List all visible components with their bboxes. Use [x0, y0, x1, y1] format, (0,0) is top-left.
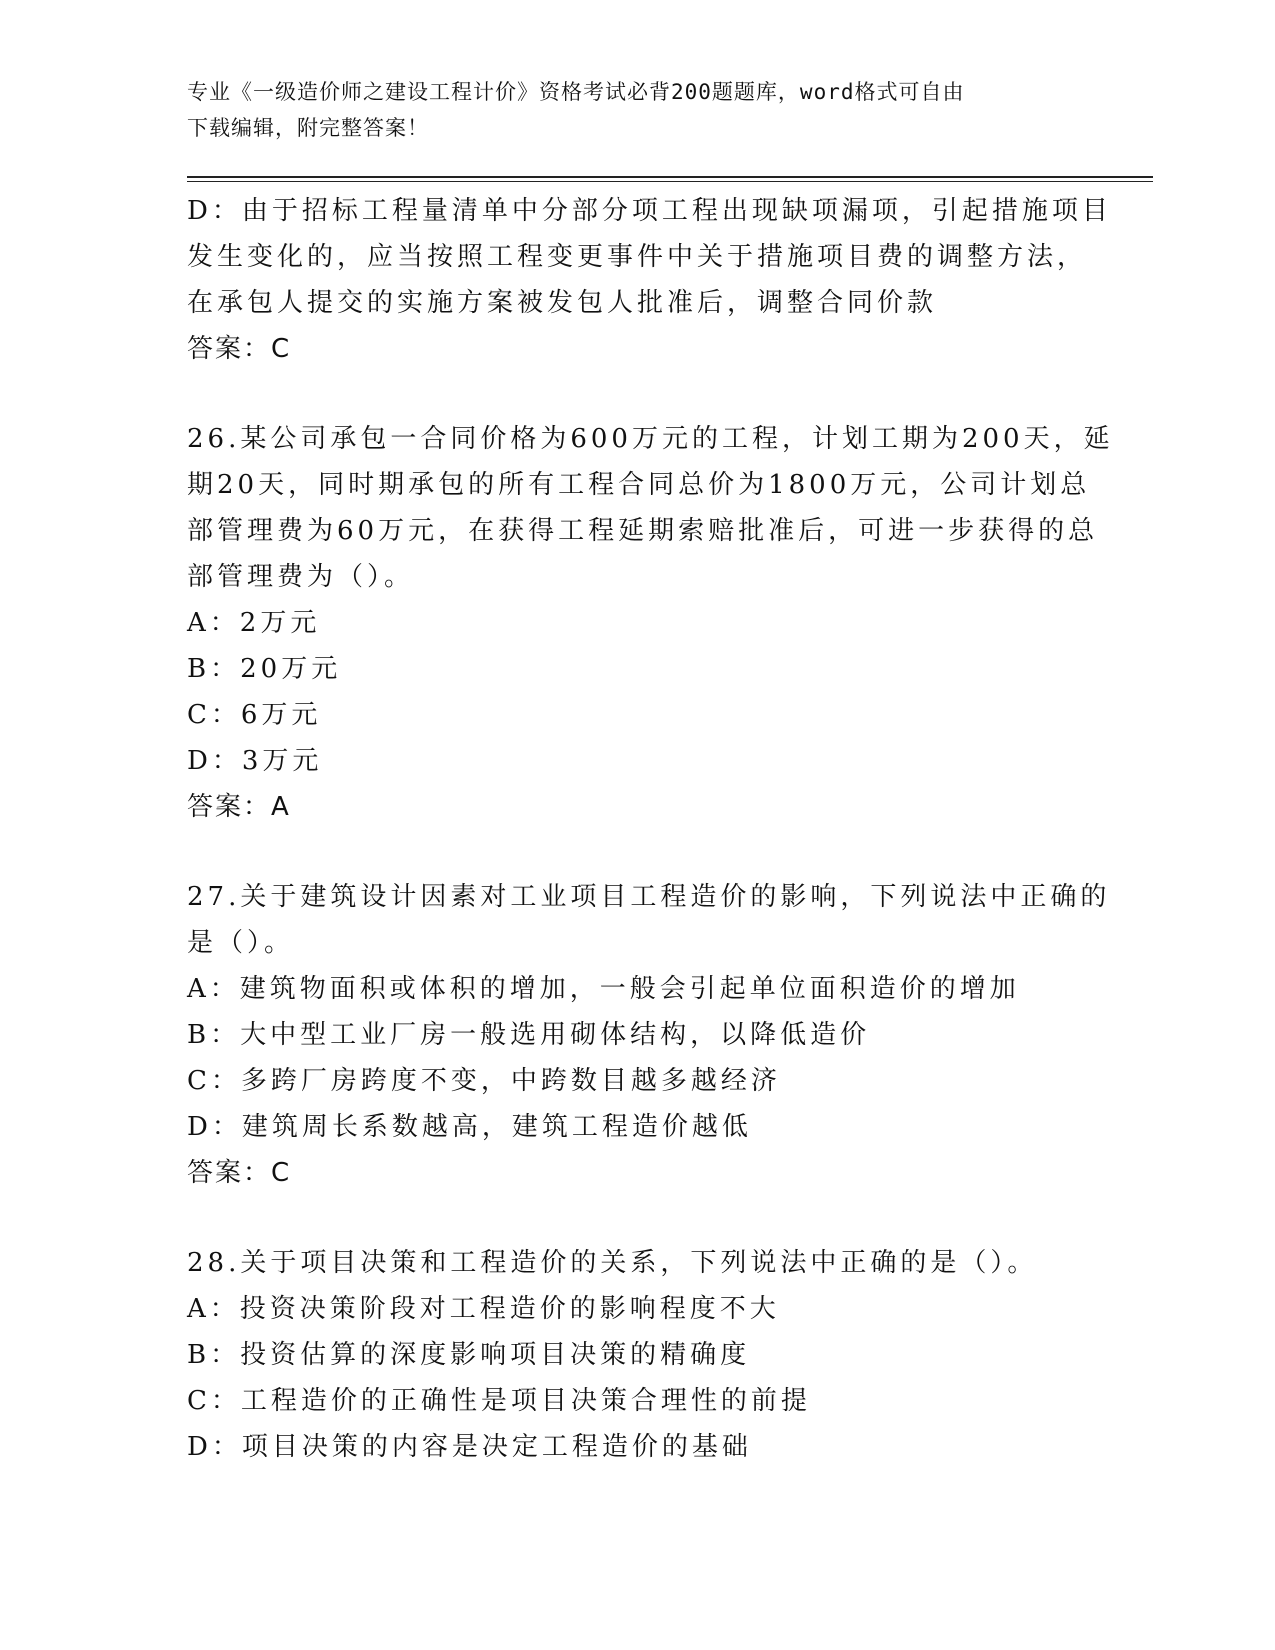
option-d: D：建筑周长系数越高，建筑工程造价越低	[187, 1112, 752, 1142]
answer-line: 答案：A	[187, 792, 291, 822]
option-c: C：工程造价的正确性是项目决策合理性的前提	[187, 1386, 811, 1416]
option-c: C：6万元	[187, 700, 322, 730]
answer-line: 答案：C	[187, 1158, 292, 1188]
header-line-1: 专业《一级造价师之建设工程计价》资格考试必背200题题库，word格式可自由	[187, 80, 965, 104]
question-25-tail	[187, 188, 1112, 372]
question-stem-line: 26.某公司承包一合同价格为600万元的工程，计划工期为200天，延	[187, 424, 1114, 454]
option-a: A：投资决策阶段对工程造价的影响程度不大	[187, 1294, 780, 1324]
option-a: A：建筑物面积或体积的增加，一般会引起单位面积造价的增加	[187, 974, 1020, 1004]
question-stem-line: 部管理费为（）。	[187, 562, 415, 592]
option-d: D：3万元	[187, 746, 323, 776]
option-c: C：多跨厂房跨度不变，中跨数目越多越经济	[187, 1066, 781, 1096]
option-d-line: 发生变化的，应当按照工程变更事件中关于措施项目费的调整方法，	[187, 242, 1088, 272]
question-stem-line: 部管理费为60万元，在获得工程延期索赔批准后，可进一步获得的总	[187, 516, 1099, 546]
option-d-line: 在承包人提交的实施方案被发包人批准后，调整合同价款	[187, 288, 938, 318]
question-stem-line: 是（）。	[187, 928, 295, 958]
header-divider-thick	[187, 176, 1153, 178]
question-27	[187, 874, 1111, 1196]
question-28	[187, 1240, 1087, 1470]
question-stem-line: 27.关于建筑设计因素对工业项目工程造价的影响，下列说法中正确的	[187, 882, 1111, 912]
document-header	[187, 74, 1067, 146]
option-b: B：20万元	[187, 654, 342, 684]
option-b: B：大中型工业厂房一般选用砌体结构，以降低造价	[187, 1020, 871, 1050]
header-line-2: 下载编辑，附完整答案！	[187, 116, 429, 140]
answer-line: 答案：C	[187, 334, 292, 364]
question-26	[187, 416, 1114, 830]
question-stem-line: 28.关于项目决策和工程造价的关系，下列说法中正确的是（）。	[187, 1248, 1038, 1278]
question-stem-line: 期20天，同时期承包的所有工程合同总价为1800万元，公司计划总	[187, 470, 1091, 500]
option-d: D：项目决策的内容是决定工程造价的基础	[187, 1432, 752, 1462]
option-b: B：投资估算的深度影响项目决策的精确度	[187, 1340, 751, 1370]
option-d-line: D：由于招标工程量清单中分部分项工程出现缺项漏项，引起措施项目	[187, 196, 1112, 226]
header-divider-thin	[187, 181, 1153, 182]
question-content	[187, 188, 1114, 1470]
option-a: A：2万元	[187, 608, 321, 638]
